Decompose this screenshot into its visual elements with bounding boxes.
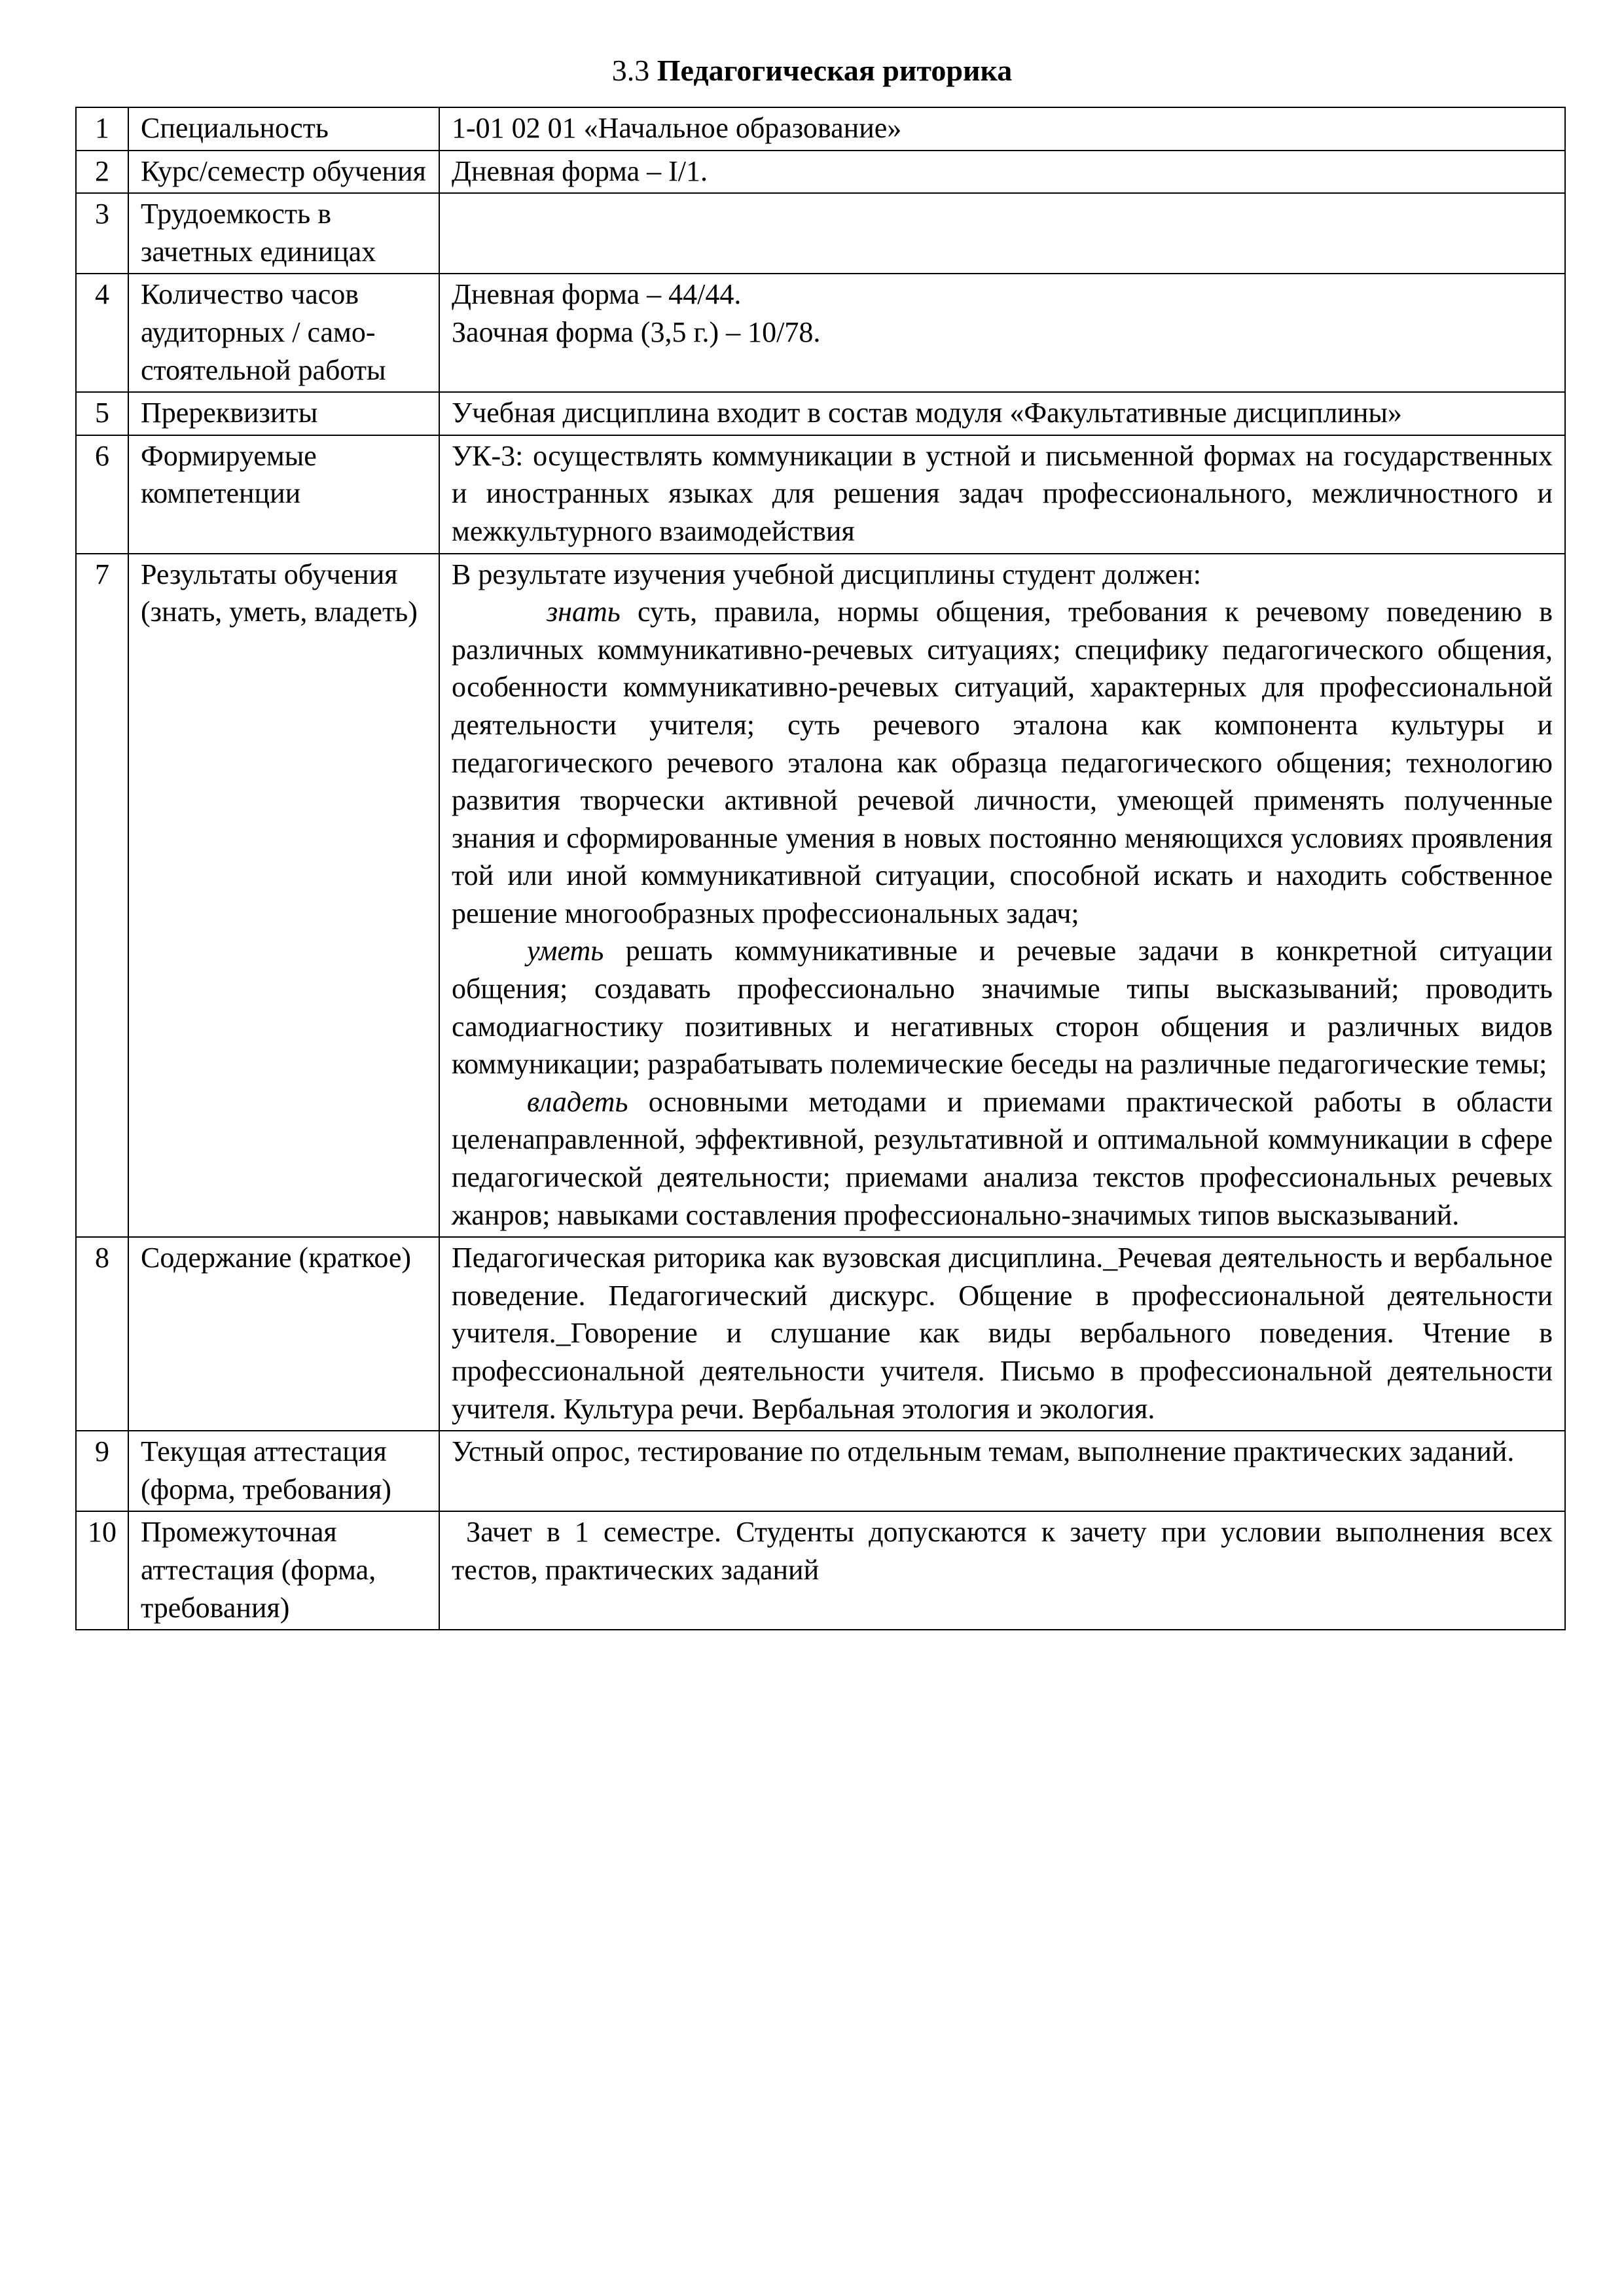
table-row [76, 392, 1565, 435]
row-number: 7 [76, 554, 128, 1238]
row-label: Количество часов аудиторных / само-стоятельной работы [128, 274, 439, 392]
table-row [76, 151, 1565, 194]
row-label: Трудоемкость в зачетных единицах [128, 193, 439, 274]
row-value: Учебная дисциплина входит в состав модуля «Факультативные дисциплины» [439, 392, 1565, 435]
table-row [76, 1431, 1565, 1511]
section-number: 3.3 [611, 54, 650, 87]
row-label: Содержание (краткое) [128, 1237, 439, 1431]
table-row [76, 1237, 1565, 1431]
can-keyword: уметь [527, 935, 604, 967]
row-number: 3 [76, 193, 128, 274]
row-value: Педагогическая риторика как вузовская дисциплина._Речевая деятельность и вербальное поведение. Педагогический дискурс. Общение в профессиональной деятельности учителя._Говорение и слушание как виды вербального поведения. Чтение в профессиональной деятельности учителя. Письмо в профессиональной деятельности учителя. Культура речи. Вербальная этология и экология. [439, 1237, 1565, 1431]
discipline-spec-table [75, 107, 1566, 1630]
table-row [76, 107, 1565, 151]
row-value-line: Дневная форма – 44/44. [452, 278, 742, 311]
table-row [76, 554, 1565, 1238]
row-value [439, 554, 1565, 1238]
own-text: основными методами и приемами практической работы в области целенаправленной, эффективной, результативной и оптимальной коммуникации в сфере педагогической деятельности; приемами анализа текстов профессиональных речевых жанров; навыками составления профессионально-значимых типов высказываний. [452, 1085, 1553, 1231]
row-label: Пререквизиты [128, 392, 439, 435]
row-label: Результаты обучения (знать, уметь, владеть) [128, 554, 439, 1238]
discipline-name: Педагогическая риторика [657, 54, 1013, 87]
row-number: 9 [76, 1431, 128, 1511]
know-keyword: знать [547, 596, 621, 628]
row-value [439, 193, 1565, 274]
row-number: 4 [76, 274, 128, 392]
row-label: Курс/семестр обучения [128, 151, 439, 194]
row-value: УК-3: осуществлять коммуникации в устной и письменной формах на государственных и иностранных языках для решения задач профессионального, межличностного и межкультурного взаимодействия [439, 435, 1565, 554]
page-title [0, 52, 1624, 89]
row-number: 2 [76, 151, 128, 194]
table-row [76, 274, 1565, 392]
own-paragraph [452, 1083, 1553, 1234]
row-value: Дневная форма – I/1. [439, 151, 1565, 194]
own-keyword: владеть [527, 1085, 628, 1118]
table-row [76, 193, 1565, 274]
table-row [76, 435, 1565, 554]
row-label: Формируемые компетенции [128, 435, 439, 554]
can-paragraph [452, 932, 1553, 1083]
can-text: решать коммуникативные и речевые задачи в конкретной ситуации общения; создавать профессионально значимые типы высказываний; проводить самодиагностику позитивных и негативных сторон общения и различных видов коммуникации; разрабатывать полемические беседы на различные педагогические темы; [452, 935, 1553, 1081]
row-number: 10 [76, 1511, 128, 1630]
learning-outcomes-intro: В результате изучения учебной дисциплины студент должен: [452, 558, 1202, 590]
row-value: Зачет в 1 семестре. Студенты допускаются к зачету при условии выполнения всех тестов, практических заданий [439, 1511, 1565, 1630]
know-text: суть, правила, нормы общения, требования к речевому поведению в различных коммуникативно-речевых ситуациях; специфику педагогического общения, особенности коммуникативно-речевых ситуаций, характерных для профессиональной деятельности учителя; суть речевого эталона как компонента культуры и педагогического речевого эталона как образца педагогического общения; технологию развития творчески активной речевой личности, умеющей применять полученные знания и сформированные умения в новых постоянно меняющихся условиях проявления той или иной коммуникативной ситуации, способной искать и находить собственное решение многообразных профессиональных задач; [452, 596, 1553, 929]
row-value [439, 274, 1565, 392]
row-number: 1 [76, 107, 128, 151]
row-label: Промежуточная аттестация (форма, требования) [128, 1511, 439, 1630]
row-label: Текущая аттестация (форма, требования) [128, 1431, 439, 1511]
row-number: 6 [76, 435, 128, 554]
row-value: 1-01 02 01 «Начальное образование» [439, 107, 1565, 151]
know-paragraph [452, 593, 1553, 932]
row-number: 5 [76, 392, 128, 435]
row-value: Устный опрос, тестирование по отдельным темам, выполнение практических заданий. [439, 1431, 1565, 1511]
row-value-line: Заочная форма (3,5 г.) – 10/78. [452, 315, 821, 348]
row-label: Специальность [128, 107, 439, 151]
table-row [76, 1511, 1565, 1630]
row-number: 8 [76, 1237, 128, 1431]
